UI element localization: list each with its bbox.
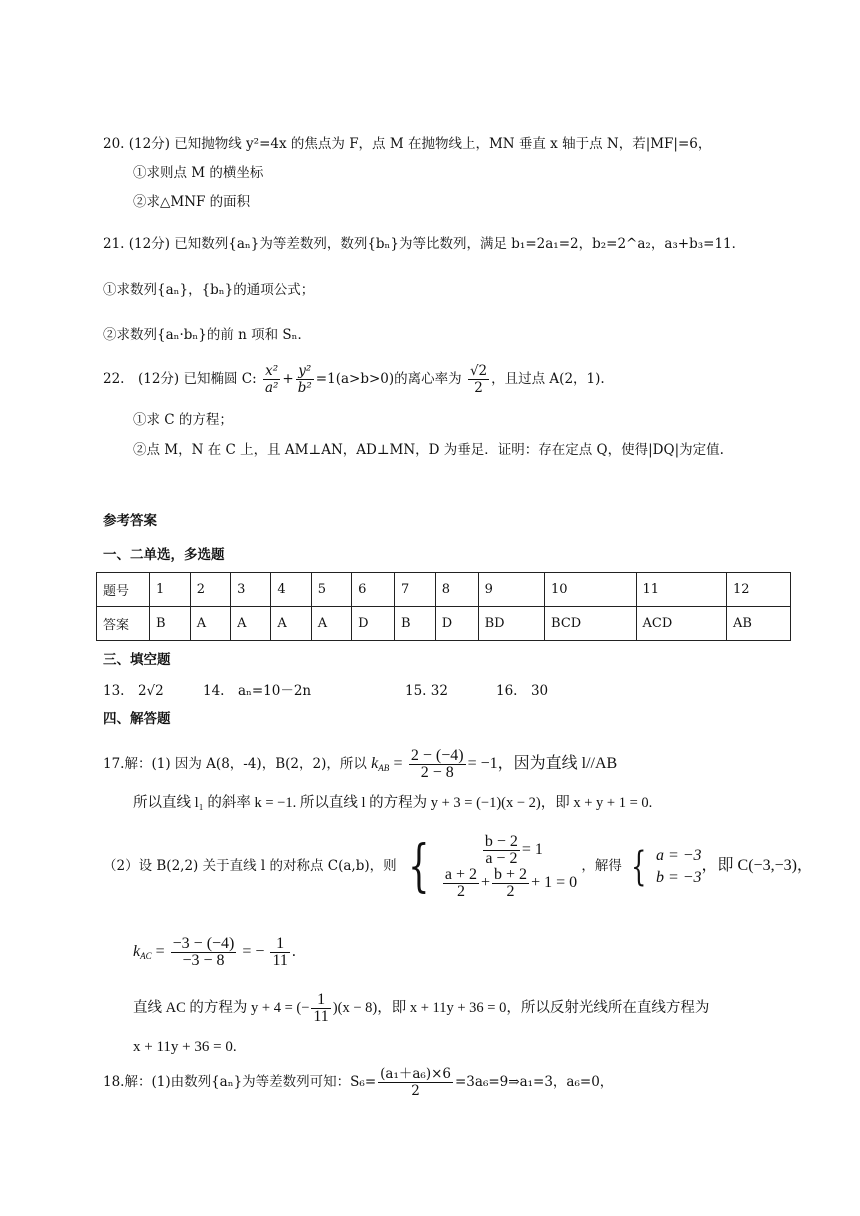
slope-fraction: $\frac{1}{11}$: [313, 991, 329, 1025]
s18-line1: [103, 1062, 613, 1102]
left-brace: {: [631, 843, 647, 890]
table-cell: D: [435, 607, 478, 641]
table-cell: A: [311, 607, 351, 641]
s17-line3-b: ，解得: [581, 858, 622, 874]
eccentricity: $\frac{√2}{2}$: [469, 363, 488, 396]
q20-heading: 20. (12分) 已知抛物线 y²=4x 的焦点为 F，点 M 在抛物线上，MN 垂直 x 轴于点 N，若|MF|=6，: [103, 136, 712, 152]
fill-answer-16: 16. 30: [496, 683, 549, 699]
fill-answer-13: 13. 2√2: [103, 683, 164, 699]
table-cell: 4: [271, 573, 311, 607]
s18-line1-a: 18.解：(1)由数列{aₙ}为等差数列可知：S₆=: [103, 1074, 377, 1090]
slope-ab: $k_{AB}$: [371, 755, 390, 773]
s17-line3-c: ，即 C(−3,−3)，: [701, 857, 813, 874]
table-cell: 5: [311, 573, 351, 607]
table-cell: 3: [231, 573, 271, 607]
table-cell: 1: [150, 573, 191, 607]
s17-line1-a: 17.解：(1) 因为 A(8，-4)，B(2，2)，所以: [103, 756, 367, 772]
section-fill-heading: 三、填空题: [103, 652, 171, 668]
table-cell: A: [190, 607, 230, 641]
q22-heading: 22. (12分) 已知椭圆 C: $\frac{\text{x²}}{\text{a²}}$ + $\frac{\text{y²}}{\text{b²}}$ =1(a>b>0)的离心率为 $\frac{√2}{2}$ ，且过点 A(2，1).: [103, 363, 605, 396]
q20-part1: ①求则点 M 的横坐标: [133, 165, 264, 181]
q21-part1: ①求数列{aₙ}，{bₙ}的通项公式；: [103, 282, 315, 298]
table-cell: BCD: [545, 607, 636, 641]
s18-line1-b: =3a₆=9⇒a₁=3，a₆=0，: [455, 1074, 614, 1090]
s17-line1-b: = −1，因为直线 l//AB: [467, 755, 618, 772]
q22-part2: ②点 M，N 在 C 上，且 AM⊥AN，AD⊥MN，D 为垂足．证明：存在定点 Q，使得|DQ|为定值.: [133, 442, 724, 458]
table-cell: 7: [394, 573, 435, 607]
answer-table: [96, 572, 791, 641]
table-cell: A: [271, 607, 311, 641]
table-cell: A: [231, 607, 271, 641]
q22-heading-b: =1(a>b>0)的离心率为: [315, 371, 462, 387]
answer-table-number-row: [97, 573, 791, 607]
q22-heading-a: 22. (12分) 已知椭圆 C:: [103, 371, 257, 387]
equation-system: $\frac{b - 2}{a - 2}$ = 1 $\frac{a + 2}{2}$ + $\frac{b + 2}{2}$ + 1 = 0: [444, 832, 578, 900]
table-cell: 10: [545, 573, 636, 607]
s17-line1: 17.解：(1) 因为 A(8，-4)，B(2，2)，所以 $k_{AB}$ = $\frac{2 - (-4)}{2 - 8}$ = −1，因为直线 l//AB: [103, 747, 618, 781]
table-cell: 8: [435, 573, 478, 607]
solution-system: a = −3 b = −3: [655, 846, 702, 886]
table-cell: B: [394, 607, 435, 641]
s17-line3: [103, 830, 813, 902]
s17-line2: 所以直线 l₁ 的斜率 k = −1. 所以直线 l 的方程为 y + 3 = (−1)(x − 2)，即 x + y + 1 = 0.: [133, 795, 653, 811]
q21-heading: 21. (12分) 已知数列{aₙ}为等差数列，数列{bₙ}为等比数列，满足 b₁=2a₁=2，b₂=2^a₂，a₃+b₃=11．: [103, 236, 746, 252]
slope-ab-fraction: $\frac{2 - (-4)}{2 - 8}$: [410, 747, 464, 781]
table-cell: 2: [190, 573, 230, 607]
table-cell: D: [352, 607, 395, 641]
q21-part2: ②求数列{aₙ·bₙ}的前 n 项和 Sₙ．: [103, 327, 311, 343]
section-solution-heading: 四、解答题: [103, 711, 171, 727]
s17-line3-a: （2）设 B(2,2) 关于直线 l 的对称点 C(a,b)，则: [103, 858, 397, 874]
ellipse-x-term: $\frac{\text{x²}}{\text{a²}}$: [264, 363, 279, 396]
table-cell: ACD: [636, 607, 726, 641]
fill-answer-14: 14. aₙ=10－2n: [203, 683, 312, 699]
q22-heading-c: ，且过点 A(2，1).: [491, 371, 605, 387]
q22-part1: ①求 C 的方程；: [133, 412, 233, 428]
table-cell: 12: [727, 573, 791, 607]
fill-answer-15: 15. 32: [405, 683, 448, 699]
q20-part2: ②求△MNF 的面积: [133, 194, 251, 210]
slope-ac-fraction: $\frac{-3 - (-4)}{-3 - 8}$: [172, 934, 235, 969]
section-choice-heading: 一、二单选，多选题: [103, 547, 225, 563]
table-cell: 6: [352, 573, 395, 607]
table-row-header: 答案: [97, 607, 150, 641]
table-cell: BD: [478, 607, 544, 641]
table-cell: B: [150, 607, 191, 641]
s17-line6: x + 11y + 36 = 0.: [133, 1039, 237, 1055]
table-cell: AB: [727, 607, 791, 641]
s17-line5-a: 直线 AC 的方程为 y + 4 = (−: [133, 1000, 310, 1016]
ellipse-y-term: $\frac{\text{y²}}{\text{b²}}$: [297, 363, 312, 396]
s6-fraction: $\frac{\text{(a₁＋a₆)×6}}{2}$: [380, 1066, 451, 1099]
s17-line5-b: )(x − 8)，即 x + 11y + 36 = 0，所以反射光线所在直线方程为: [332, 1000, 710, 1016]
table-cell: 11: [636, 573, 726, 607]
slope-ac-result: $\frac{1}{11}$: [272, 934, 288, 969]
answer-table-answer-row: [97, 607, 791, 641]
s17-line4: $k_{AC}$ = $\frac{-3 - (-4)}{-3 - 8}$ = − $\frac{1}{11}$ .: [133, 934, 296, 969]
left-brace: {: [408, 833, 430, 899]
table-cell: 9: [478, 573, 544, 607]
answers-title: 参考答案: [103, 513, 157, 529]
s17-line5: [133, 988, 709, 1028]
table-row-header: 题号: [97, 573, 150, 607]
